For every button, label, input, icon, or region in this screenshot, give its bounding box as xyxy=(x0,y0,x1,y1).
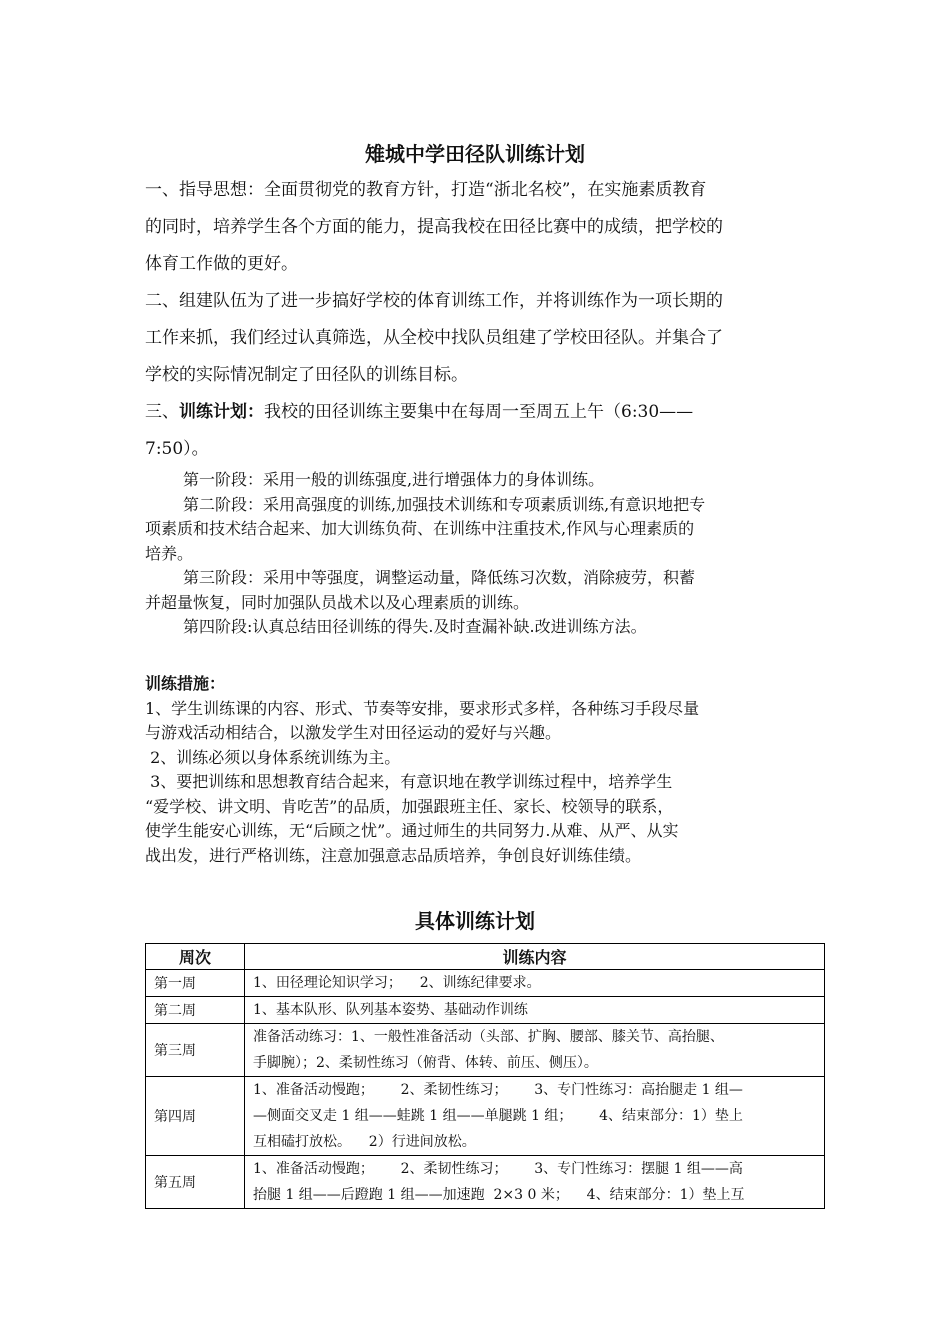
section-measures xyxy=(145,672,810,868)
table-title: 具体训练计划 xyxy=(415,909,535,933)
measure-line: 1、学生训练课的内容、形式、节奏等安排，要求形式多样，各种练习手段尽量 xyxy=(145,698,700,718)
measure-line: “爱学校、讲文明、肯吃苦”的品质，加强跟班主任、家长、校领导的联系， xyxy=(145,796,674,816)
content-cell: 准备活动练习：1、一般性准备活动（头部、扩胸、腰部、膝关节、高抬腿、 手脚腕）；2、柔韧性练习（俯背、体转、前压、侧压）。 xyxy=(245,1024,825,1077)
page-title: 雉城中学田径队训练计划 xyxy=(365,142,585,166)
paragraph-line: 工作来抓，我们经过认真筛选，从全校中找队员组建了学校田径队。并集合了 xyxy=(145,328,723,348)
table-header-row xyxy=(146,944,825,970)
stage-line: 第三阶段：采用中等强度，调整运动量，降低练习次数，消除疲劳，积蓄 xyxy=(183,568,696,587)
header-content: 训练内容 xyxy=(245,944,825,970)
training-plan-label: 训练计划： xyxy=(179,402,264,422)
week-cell: 第三周 xyxy=(146,1024,245,1077)
section-stages xyxy=(145,468,810,640)
stage-line: 项素质和技术结合起来、加大训练负荷、在训练中注重技术,作风与心理素质的 xyxy=(145,519,695,538)
week-cell: 第四周 xyxy=(146,1077,245,1156)
week-cell: 第一周 xyxy=(146,970,245,997)
table-row xyxy=(146,1156,825,1209)
paragraph-line: 二、组建队伍为了进一步搞好学校的体育训练工作，并将训练作为一项长期的 xyxy=(145,291,723,311)
content-cell: 1、准备活动慢跑； 2、柔韧性练习； 3、专门性练习：高抬腿走 1 组— —侧面交叉走 1 组——蛙跳 1 组——单腿跳 1 组； 4、结束部分：1）垫上 互相磕打放松。 2）行进间放松。 xyxy=(245,1077,825,1156)
stage-line: 第一阶段：采用一般的训练强度,进行增强体力的身体训练。 xyxy=(183,470,605,489)
measure-line: 3、要把训练和思想教育结合起来，有意识地在教学训练过程中，培养学生 xyxy=(145,772,673,791)
training-plan-line: 三、训练计划：我校的田径训练主要集中在每周一至周五上午（6:30—— xyxy=(145,402,694,422)
table-row xyxy=(146,1077,825,1156)
table-row xyxy=(146,970,825,997)
section-guiding xyxy=(145,172,807,468)
stage-line: 第四阶段:认真总结田径训练的得失.及时查漏补缺.改进训练方法。 xyxy=(183,617,647,636)
week-cell: 第二周 xyxy=(146,997,245,1024)
paragraph-line: 体育工作做的更好。 xyxy=(145,254,298,274)
stage-line: 并超量恢复，同时加强队员战术以及心理素质的训练。 xyxy=(145,592,530,612)
table-row xyxy=(146,997,825,1024)
measure-line: 战出发，进行严格训练，注意加强意志品质培养，争创良好训练佳绩。 xyxy=(145,845,642,865)
week-cell: 第五周 xyxy=(146,1156,245,1209)
measure-line: 使学生能安心训练，无“后顾之忧”。通过师生的共同努力.从难、从严、从实 xyxy=(145,821,679,840)
training-table xyxy=(145,943,825,1209)
content-cell: 1、准备活动慢跑； 2、柔韧性练习； 3、专门性练习：摆腿 1 组——高 抬腿 1 组——后蹬跑 1 组——加速跑 2×3 0 米； 4、结束部分：1）垫上互 xyxy=(245,1156,825,1209)
table-row xyxy=(146,1024,825,1077)
stage-line: 培养。 xyxy=(145,543,194,563)
paragraph-line: 一、指导思想：全面贯彻党的教育方针，打造“浙北名校”，在实施素质教育 xyxy=(145,180,707,200)
content-cell: 1、田径理论知识学习； 2、训练纪律要求。 xyxy=(245,970,825,997)
paragraph-line: 学校的实际情况制定了田径队的训练目标。 xyxy=(145,365,468,385)
measures-heading: 训练措施： xyxy=(145,674,226,693)
content-cell: 1、基本队形、队列基本姿势、基础动作训练 xyxy=(245,997,825,1024)
paragraph-line: 7:50）。 xyxy=(145,439,209,459)
stage-line: 第二阶段：采用高强度的训练,加强技术训练和专项素质训练,有意识地把专 xyxy=(183,494,706,514)
measure-line: 2、训练必须以身体系统训练为主。 xyxy=(145,747,401,767)
paragraph-line: 的同时，培养学生各个方面的能力，提高我校在田径比赛中的成绩，把学校的 xyxy=(145,217,723,237)
measure-line: 与游戏活动相结合，以激发学生对田径运动的爱好与兴趣。 xyxy=(145,723,562,742)
header-week: 周次 xyxy=(146,944,245,970)
